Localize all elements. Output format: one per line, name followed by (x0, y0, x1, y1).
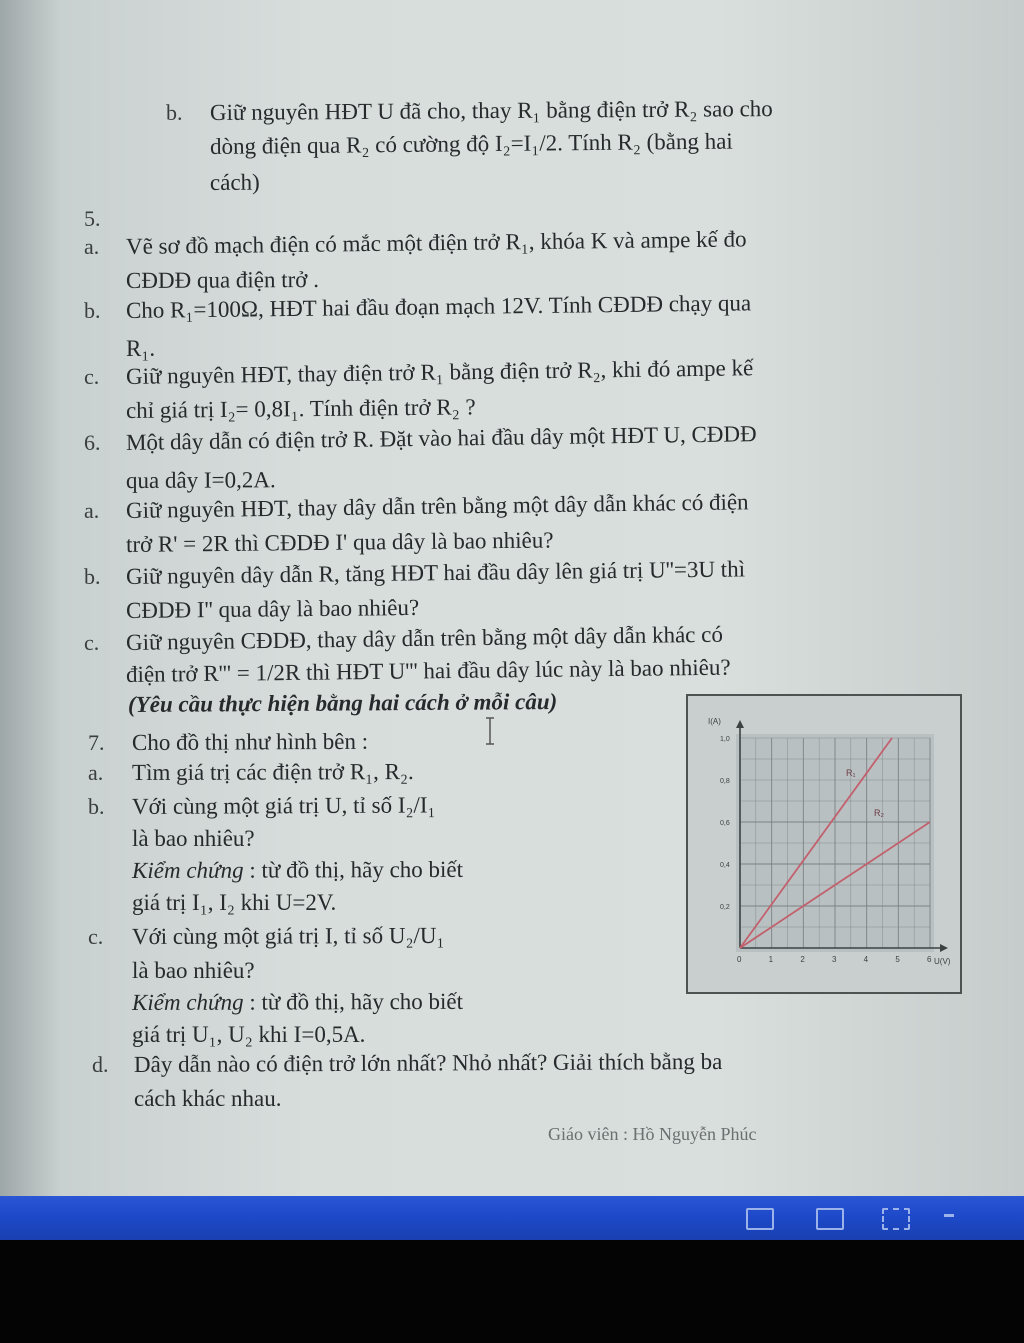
tray-dash-icon[interactable] (944, 1214, 954, 1217)
item-number: a. (84, 498, 100, 523)
monitor-bezel (0, 1240, 1024, 1343)
network-icon[interactable] (882, 1208, 910, 1230)
x-tick-label: 5 (895, 955, 900, 964)
item-number: 6. (84, 430, 101, 455)
question-text-q7b-line2: là bao nhiêu? (132, 826, 255, 851)
question-text-q7b-check: Kiểm chứng : từ đồ thị, hãy cho biết (131, 856, 464, 883)
graph-figure (686, 694, 962, 994)
item-number: c. (88, 924, 104, 949)
question-text-q7b: Với cùng một giá trị U, tỉ số I₂/I₁ (131, 792, 436, 819)
item-number: b. (84, 298, 101, 323)
x-axis-arrow-icon (940, 944, 948, 952)
y-tick-label: 1,0 (720, 736, 730, 743)
question-text-q5a-line2: CĐDĐ qua điện trở . (125, 266, 320, 293)
item-number: 7. (88, 730, 105, 755)
item-number: b. (166, 100, 183, 125)
question-text-q6c-line2: điện trở R''' = 1/2R thì HĐT U''' hai đầu dây lúc này là bao nhiêu? (125, 654, 731, 687)
item-number: b. (84, 564, 101, 589)
x-tick-label: 4 (863, 955, 869, 964)
item-number: b. (88, 794, 105, 819)
item-number: c. (84, 364, 100, 389)
question-text-q7c: Với cùng một giá trị I, tỉ số U₂/U₁ (131, 922, 445, 949)
taskbar[interactable] (0, 1196, 1024, 1240)
question-text-q7c-check: Kiểm chứng : từ đồ thị, hãy cho biết (131, 988, 464, 1015)
question-text-q6a-line2: trở R' = 2R thì CĐDĐ I' qua dây là bao nhiêu? (125, 527, 554, 557)
question-text-q7b-line4: giá trị I₁, I₂ khi U=2V. (132, 890, 337, 915)
current-voltage-chart (688, 696, 960, 992)
x-axis-label: U(V) (934, 957, 951, 966)
question-text-q7: Cho đồ thị như hình bên : (131, 728, 369, 755)
question-text-q4b-line2: dòng điện qua R₂ có cường độ I₂=I₁/2. Tính R₂ (bằng hai (209, 128, 733, 159)
question-text-q7d: Dây dẫn nào có điện trở lớn nhất? Nhỏ nhất? Giải thích bằng ba (133, 1048, 723, 1077)
series-label: R₁ (846, 768, 856, 778)
item-number: c. (84, 630, 100, 655)
x-tick-label: 0 (737, 955, 742, 964)
question-text-q6a: Giữ nguyên HĐT, thay dây dẫn trên bằng một dây dẫn khác có điện (125, 489, 749, 523)
y-tick-label: 0,6 (720, 820, 730, 827)
item-number: a. (88, 760, 104, 785)
question-text-q6b: Giữ nguyên dây dẫn R, tăng HĐT hai đầu dây lên giá trị U''=3U thì (125, 556, 746, 589)
question-text-q7c-line2: là bao nhiêu? (132, 958, 255, 983)
series-label: R₂ (874, 808, 884, 818)
question-text-q5c-line2: chỉ giá trị I₂= 0,8I₁. Tính điện trở R₂ ? (125, 394, 476, 423)
question-text-q5b: Cho R₁=100Ω, HĐT hai đầu đoạn mạch 12V. Tính CĐDĐ chạy qua (125, 290, 752, 323)
question-text-q6-line2: qua dây I=0,2A. (125, 467, 276, 493)
question-text-q6c: Giữ nguyên CĐDĐ, thay dây dẫn trên bằng một dây dẫn khác có (125, 621, 724, 655)
question-text-q7c-line4: giá trị U₁, U₂ khi I=0,5A. (132, 1022, 366, 1047)
y-axis-label: I(A) (708, 717, 721, 726)
question-text-q4b-line3: cách) (209, 169, 260, 195)
question-text-q6-note: (Yêu cầu thực hiện bằng hai cách ở mỗi câu) (127, 689, 558, 717)
question-text-q6: Một dây dẫn có điện trở R. Đặt vào hai đầu dây một HĐT U, CĐDĐ (125, 421, 757, 455)
window-icon[interactable] (816, 1208, 844, 1230)
question-text-q7d-line2: cách khác nhau. (134, 1086, 282, 1111)
item-number: a. (84, 234, 100, 259)
question-text-q6b-line2: CĐDĐ I'' qua dây là bao nhiêu? (125, 594, 420, 623)
y-axis-arrow-icon (736, 720, 744, 728)
x-tick-label: 1 (768, 955, 774, 964)
question-text-q5a: Vẽ sơ đồ mạch điện có mắc một điện trở R₁, khóa K và ampe kế đo (125, 226, 747, 259)
item-number: d. (92, 1052, 109, 1077)
question-text-q4b-label: Giữ nguyên HĐT U đã cho, thay R₁ bằng điện trở R₂ sao cho (209, 96, 773, 125)
y-tick-label: 0,8 (720, 778, 730, 785)
question-text-q5b-line2: R₁. (126, 336, 156, 361)
window-icon[interactable] (746, 1208, 774, 1230)
teacher-credit: Giáo viên : Hồ Nguyễn Phúc (548, 1124, 757, 1144)
question-text-q5c: Giữ nguyên HĐT, thay điện trở R₁ bằng điện trở R₂, khi đó ampe kế (125, 355, 754, 389)
question-text-q7a: Tìm giá trị các điện trở R₁, R₂. (131, 759, 414, 785)
x-tick-label: 6 (927, 955, 932, 964)
y-tick-label: 0,2 (720, 904, 730, 911)
x-tick-label: 3 (832, 955, 837, 964)
text-cursor-icon (484, 716, 496, 746)
y-tick-label: 0,4 (720, 862, 730, 869)
item-number: 5. (84, 206, 101, 231)
x-tick-label: 2 (800, 955, 805, 964)
